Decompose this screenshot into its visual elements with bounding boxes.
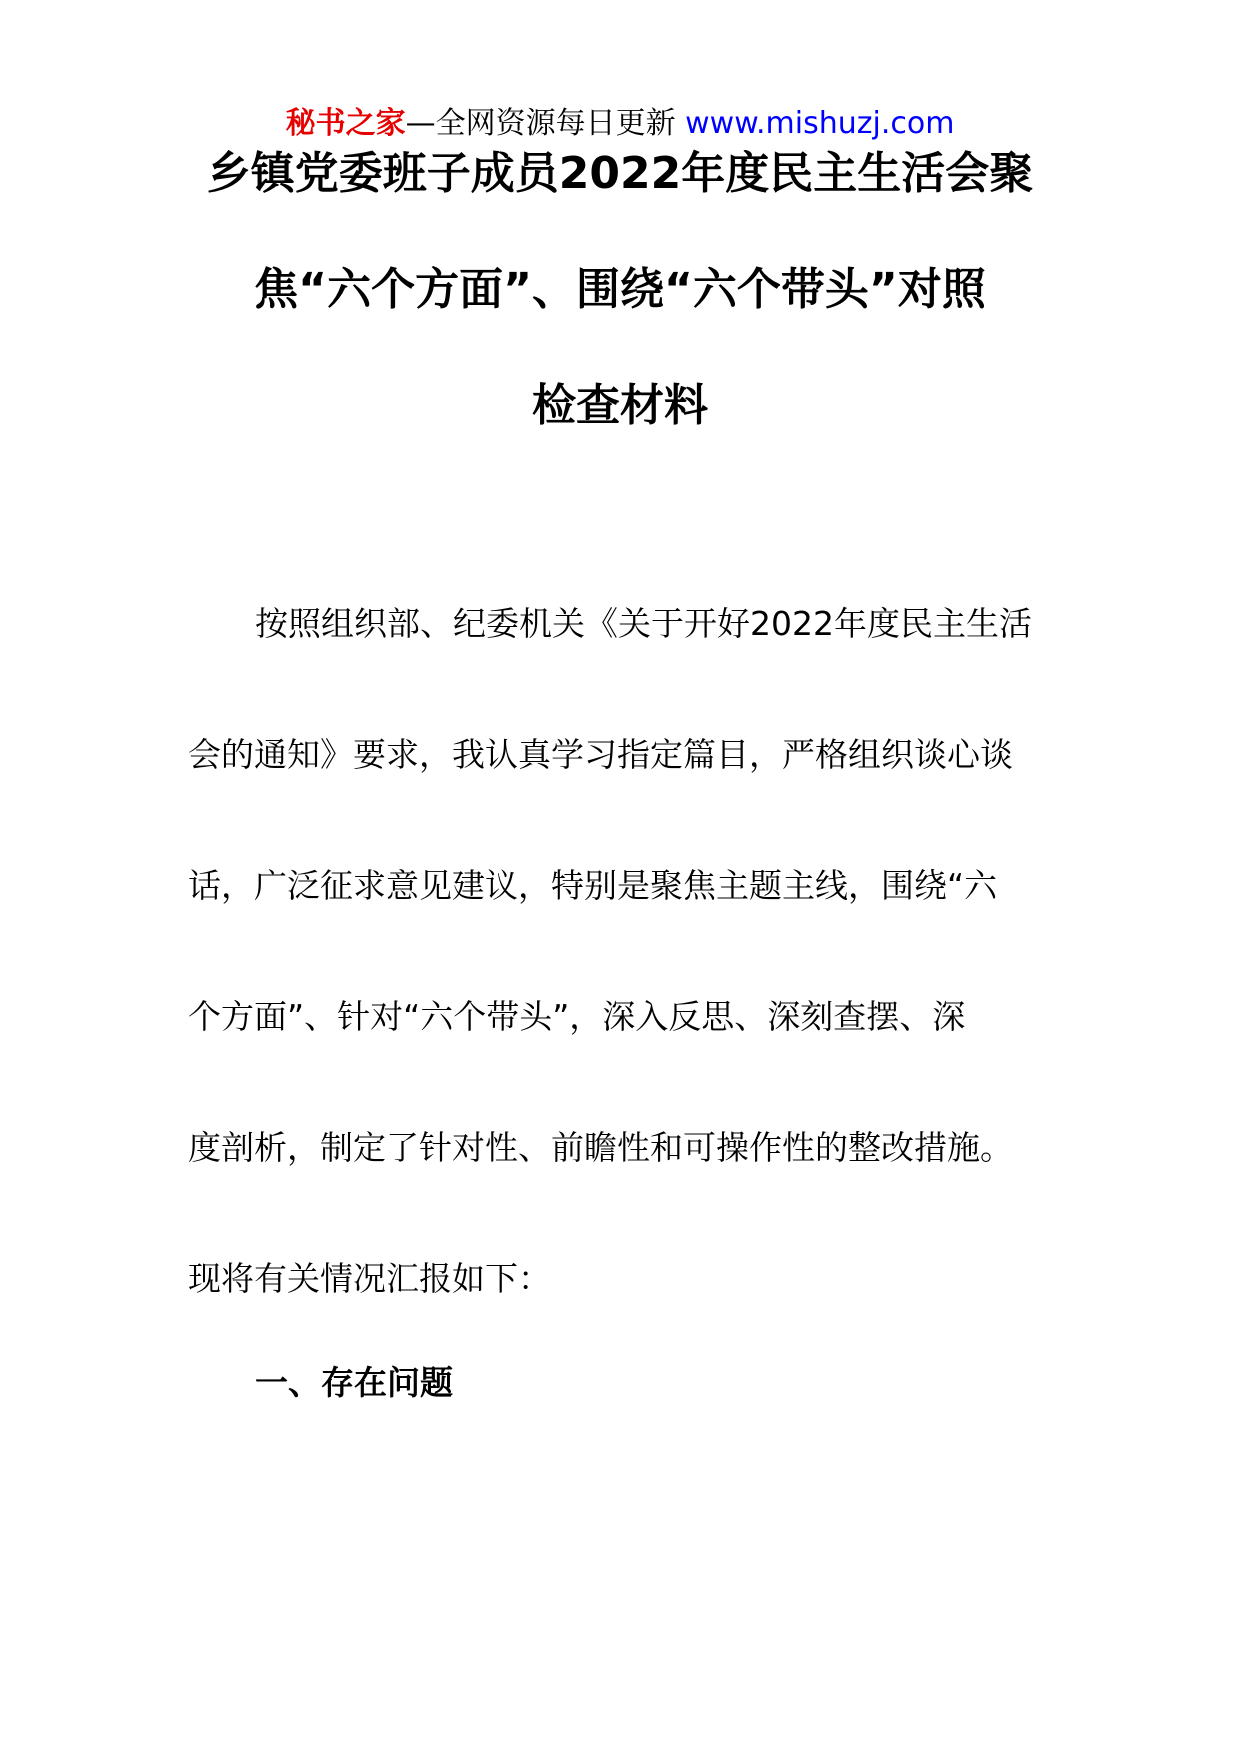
paragraph-line-2: 会的通知》要求，我认真学习指定篇目，严格组织谈心谈 [188, 735, 1013, 774]
paragraph-line-6: 现将有关情况汇报如下： [188, 1259, 551, 1298]
site-tagline: —全网资源每日更新 [405, 106, 686, 141]
document-title-line-3: 检查材料 [532, 380, 708, 431]
site-url[interactable]: www.mishuzj.com [685, 106, 955, 141]
document-title-line-1: 乡镇党委班子成员2022年度民主生活会聚 [206, 148, 1034, 199]
document-title-line-2: 焦“六个方面”、围绕“六个带头”对照 [254, 264, 986, 315]
paragraph-line-1: 按照组织部、纪委机关《关于开好2022年度民主生活 [255, 604, 1032, 643]
section-heading: 一、存在问题 [255, 1363, 453, 1402]
paragraph-line-3: 话，广泛征求意见建议，特别是聚焦主题主线，围绕“六 [188, 866, 998, 905]
paragraph-line-5: 度剖析，制定了针对性、前瞻性和可操作性的整改措施。 [188, 1128, 1013, 1167]
paragraph-line-4: 个方面”、针对“六个带头”，深入反思、深刻查摆、深 [188, 997, 966, 1036]
site-brand: 秘书之家 [285, 106, 406, 141]
site-header [0, 104, 1240, 144]
